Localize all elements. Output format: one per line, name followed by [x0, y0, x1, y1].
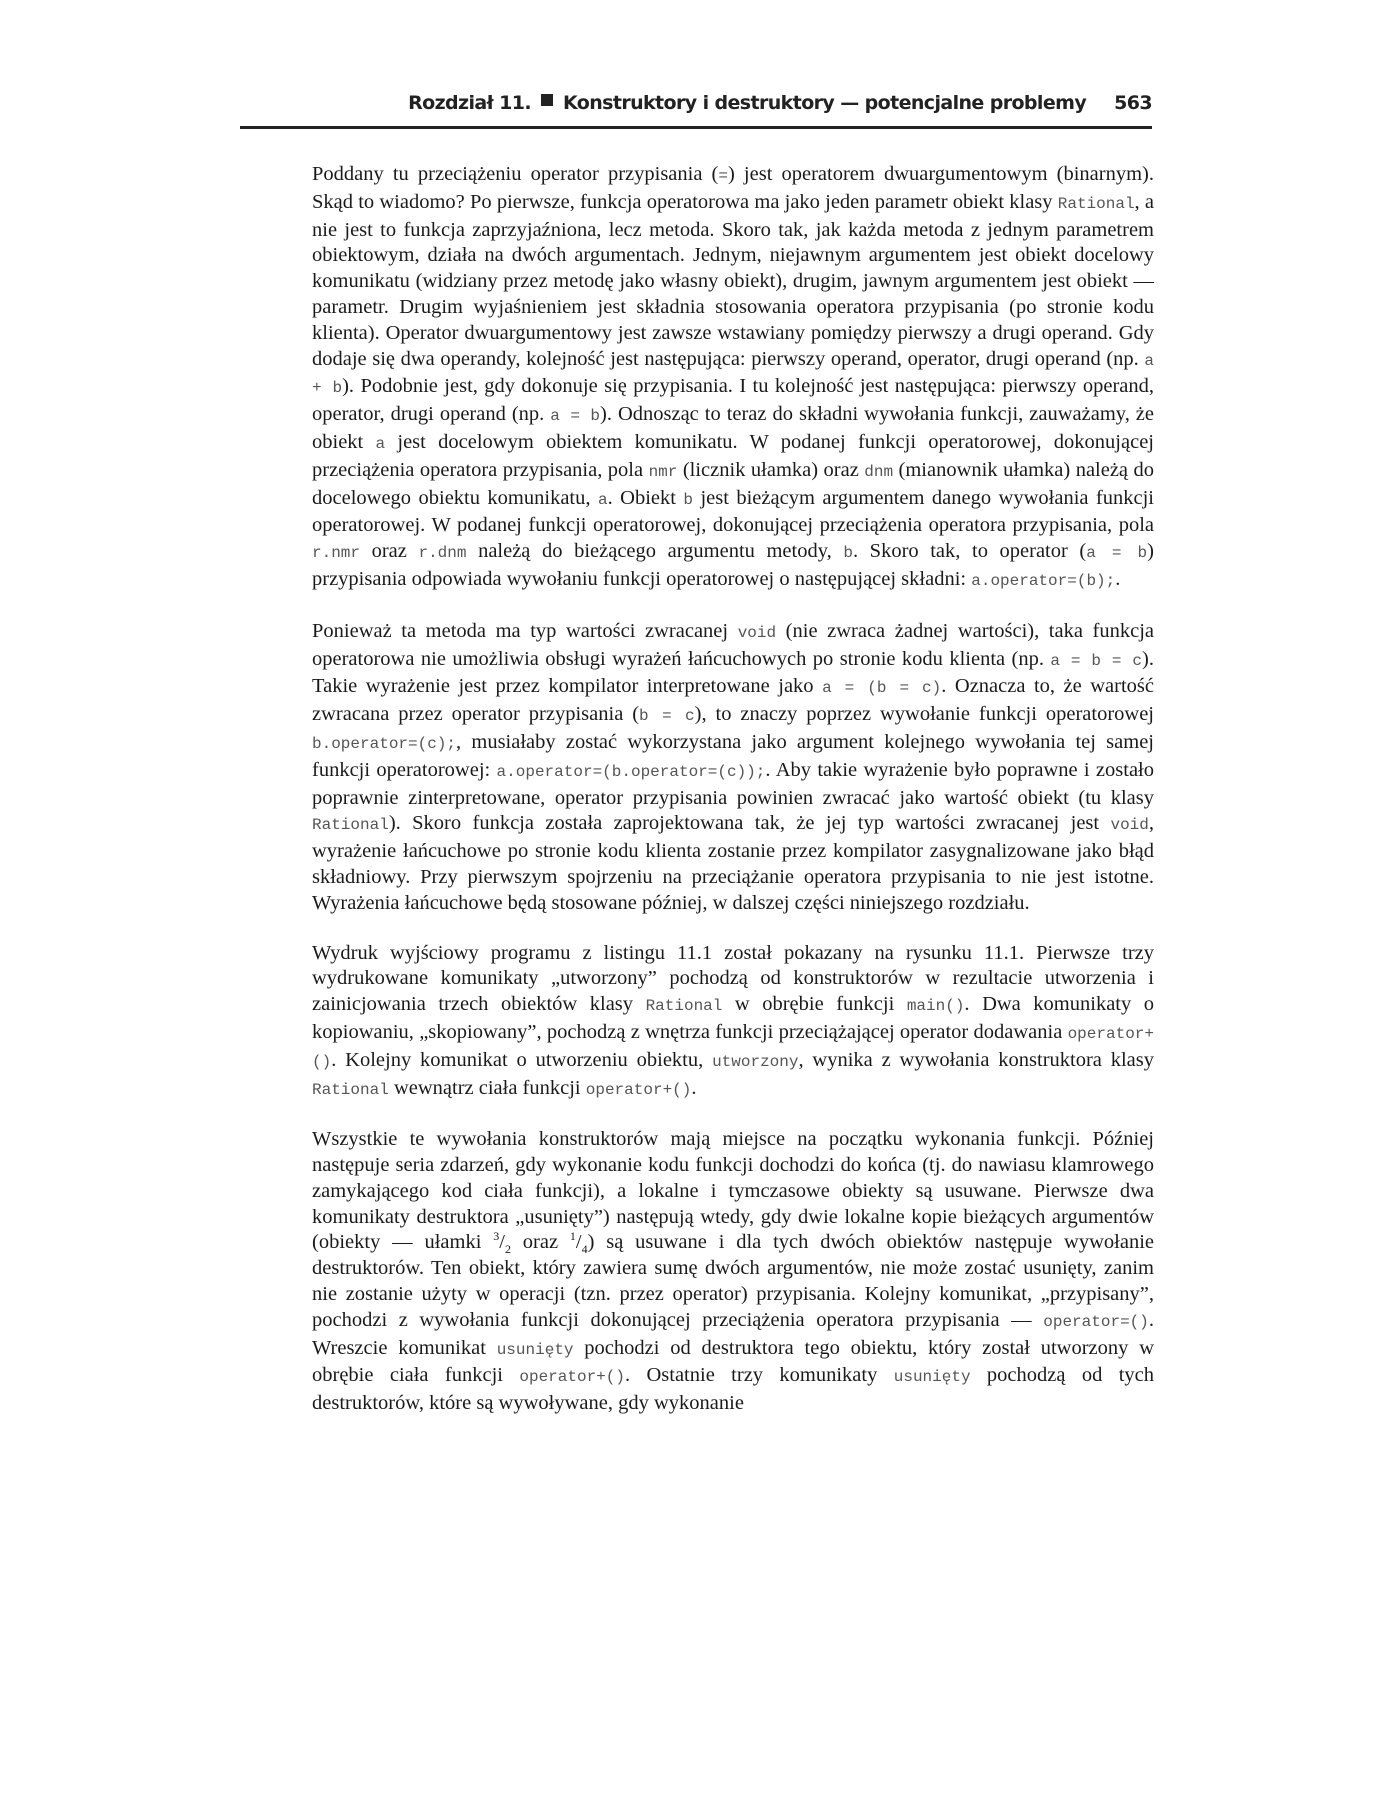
inline-code: a = b [550, 407, 601, 426]
inline-code: r.dnm [418, 544, 467, 563]
chapter-title: Konstruktory i destruktory — potencjalne problemy [562, 92, 1087, 114]
inline-code: r.nmr [312, 544, 361, 563]
text-run: Wszystkie te wywołania konstruktorów mają miejsce na początku wykonania funkcji. Później następuje seria zdarzeń, gdy wykonanie kodu funkcji dochodzi do końca (tj. do nawiasu klamrowego zamykającego kod ciała funkcji), a lokalne i tymczasowe obiekty są usuwane. Pierwsze dwa komunikaty destruktora „usunięty”) następują wtedy, gdy dwie lokalne kopie bieżących argumentów (obiekty — ułamki [312, 1128, 1154, 1254]
text-run: oraz [510, 1231, 570, 1254]
text-run: / [575, 1231, 582, 1254]
inline-code: void [737, 623, 777, 642]
text-run: / [499, 1231, 505, 1254]
inline-code: usunięty [893, 1368, 971, 1387]
text-run: . Aby takie wyrażenie było poprawne i zostało poprawnie zinterpretowane, operator przypisania powinien zwracać jako wartość obiekt (tu klasy [312, 758, 1154, 809]
text-run: (nie zwraca żadnej wartości), taka funkcja operatorowa nie umożliwia obsługi wyrażeń łańcuchowych po stronie kodu klienta (np. [312, 619, 1155, 670]
superscript: 1 [569, 1229, 576, 1244]
text-run: ). Odnosząc to teraz do składni wywołania funkcji, zauważamy, że obiekt [312, 403, 1154, 453]
text-run: ), to znaczy poprzez wywołanie funkcji operatorowej [694, 703, 1154, 726]
body-text [312, 162, 1154, 1441]
text-run: Wydruk wyjściowy programu z listingu 11.1 został pokazany na rysunku 11.1. Pierwsze trzy wydrukowane komunikaty „utworzony” pochodzą od konstruktorów w rezultacie utworzenia i zainicjowania trzech obiektów klasy [312, 941, 1154, 1016]
inline-code: dnm [864, 462, 894, 481]
text-run: . Kolejny komunikat o utworzeniu obiektu, [331, 1048, 713, 1071]
inline-code: Rational [312, 1080, 389, 1099]
superscript: 3 [493, 1229, 500, 1244]
inline-code: a [375, 434, 386, 453]
text-run: , a nie jest to funkcja zaprzyjaźniona, lecz metoda. Skoro tak, jak każda metoda z jednym parametrem obiektowym, działa na dwóch argumentach. Jednym, niejawnym argumentem jest obiekt docelowy komunikatu (widziany przez metodę jako własny obiekt), drugim, jawnym argumentem jest obiekt — parametr. Drugim wyjaśnieniem jest składnia stosowania operatora przypisania (po stronie kodu klienta). Operator dwuargumentowy jest zawsze wstawiany pomiędzy pierwszy a drugi operand. Gdy dodaje się dwa operandy, kolejność jest następująca: pierwszy operand, operator, drugi operand (np. [312, 190, 1154, 370]
text-run: . Obiekt [607, 486, 684, 509]
text-run: , wynika z wywołania konstruktora klasy [798, 1048, 1154, 1071]
text-run: . Dwa komunikaty o kopiowaniu, „skopiowany”, pochodzą z wnętrza funkcji przeciążającej operator dodawania [312, 993, 1155, 1043]
inline-code: nmr [648, 462, 678, 481]
text-run: . [691, 1076, 697, 1099]
inline-code: Rational [312, 816, 389, 835]
inline-code: usunięty [496, 1340, 574, 1359]
running-head [240, 92, 1152, 129]
square-bullet-icon [541, 94, 553, 106]
inline-code: b [683, 490, 693, 509]
text-run: . Ostatnie trzy komunikaty [624, 1364, 894, 1387]
text-run: (mianownik ułamka) należą do docelowego obiektu komunikatu, [312, 458, 1154, 509]
inline-code: operator+() [519, 1368, 625, 1387]
inline-code: b = c [639, 707, 695, 726]
paragraph [312, 619, 1154, 917]
text-run: pochodzą od tych destruktorów, które są wywoływane, gdy wykonanie [312, 1364, 1155, 1415]
text-run: ). Skoro funkcja została zaprojektowana tak, że jej typ wartości zwracanej jest [388, 812, 1111, 835]
subscript: 4 [581, 1242, 588, 1257]
subscript: 2 [504, 1242, 511, 1257]
text-run: . Oznacza to, że wartość zwracana przez operator przypisania ( [312, 675, 1154, 726]
inline-code: a = (b = c) [822, 679, 942, 698]
text-run: jest bieżącym argumentem danego wywołania funkcji operatorowej. W podanej funkcji operatorowej, dokonującej przeciążenia operatora przypisania, pola [312, 486, 1154, 537]
inline-code: a + b [312, 351, 1154, 398]
text-run: , musiałaby zostać wykorzystana jako argument kolejnego wywołania tej samej funkcji operatorowej: [312, 730, 1154, 781]
inline-code: b.operator=(c); [312, 734, 457, 753]
paragraph [312, 162, 1154, 595]
inline-code: Rational [1057, 194, 1135, 213]
text-run: oraz [360, 540, 419, 563]
text-run: Poddany tu przeciążeniu operator przypisania ( [312, 163, 719, 185]
inline-code: operator+() [312, 1024, 1154, 1071]
text-run: . Skoro tak, to operator ( [852, 540, 1087, 563]
text-run: . [1115, 567, 1121, 590]
paragraph [312, 941, 1154, 1104]
text-run: ). Takie wyrażenie jest przez kompilator interpretowane jako [312, 647, 1154, 698]
text-run: wewnątrz ciała funkcji [388, 1076, 586, 1099]
inline-code: b [843, 544, 853, 563]
chapter-label: Rozdział 11. [408, 92, 531, 114]
inline-code: void [1110, 816, 1149, 835]
text-run: (licznik ułamka) oraz [677, 458, 865, 481]
inline-code: a = b = c [1050, 651, 1143, 670]
inline-code: utworzony [712, 1052, 799, 1071]
text-run: , wyrażenie łańcuchowe po stronie kodu klienta zostanie przez kompilator zasygnalizowane jako błąd składniowy. Przy pierwszym spojrzeniu na przeciążanie operatora przypisania to nie jest istotne. Wyrażenia łańcuchowe będą stosowane później, w dalszej części niniejszego rozdziału. [312, 812, 1154, 914]
text-run: ) jest operatorem dwuargumentowym (binarnym). Skąd to wiadomo? Po pierwsze, funkcja operatorowa ma jako jeden parametr obiekt klasy [312, 163, 1154, 213]
text-run: jest docelowym obiektem komunikatu. W podanej funkcji operatorowej, dokonującej przeciążenia operatora przypisania, pola [312, 430, 1154, 481]
inline-code: a [597, 490, 608, 509]
text-run: w obrębie funkcji [722, 993, 907, 1016]
text-run: ) przypisania odpowiada wywołaniu funkcji operatorowej o następującej składni: [312, 540, 1154, 590]
text-run: ). Podobnie jest, gdy dokonuje się przypisania. I tu kolejność jest następująca: pierwszy operand, operator, drugi operand (np. [312, 375, 1154, 426]
inline-code: operator+() [585, 1080, 692, 1099]
inline-code: = [718, 167, 728, 185]
inline-code: a.operator=(b.operator=(c)); [496, 762, 766, 781]
text-run: należą do bieżącego argumentu metody, [466, 540, 844, 563]
inline-code: a.operator=(b); [971, 571, 1116, 590]
text-run: pochodzi od destruktora tego obiektu, który został utworzony w obrębie ciała funkcji [312, 1336, 1155, 1387]
inline-code: Rational [645, 997, 723, 1016]
text-run: Ponieważ ta metoda ma typ wartości zwracanej [312, 619, 738, 642]
text-run: . Wreszcie komunikat [312, 1308, 1154, 1359]
inline-code: operator=() [1043, 1312, 1149, 1331]
inline-code: main() [906, 997, 965, 1016]
page-number: 563 [1114, 92, 1152, 114]
inline-code: a = b [1086, 544, 1148, 563]
text-run: ) są usuwane i dla tych dwóch obiektów następuje wywołanie destruktorów. Ten obiekt, który zawiera sumę dwóch argumentów, nie może zostać usunięty, zanim nie zostanie użyty w operacji (tzn. przez operator) przypisania. Kolejny komunikat, „przypisany”, pochodzi z wywołania funkcji dokonującej przeciążenia operatora przypisania — [312, 1231, 1154, 1331]
paragraph [312, 1127, 1154, 1417]
